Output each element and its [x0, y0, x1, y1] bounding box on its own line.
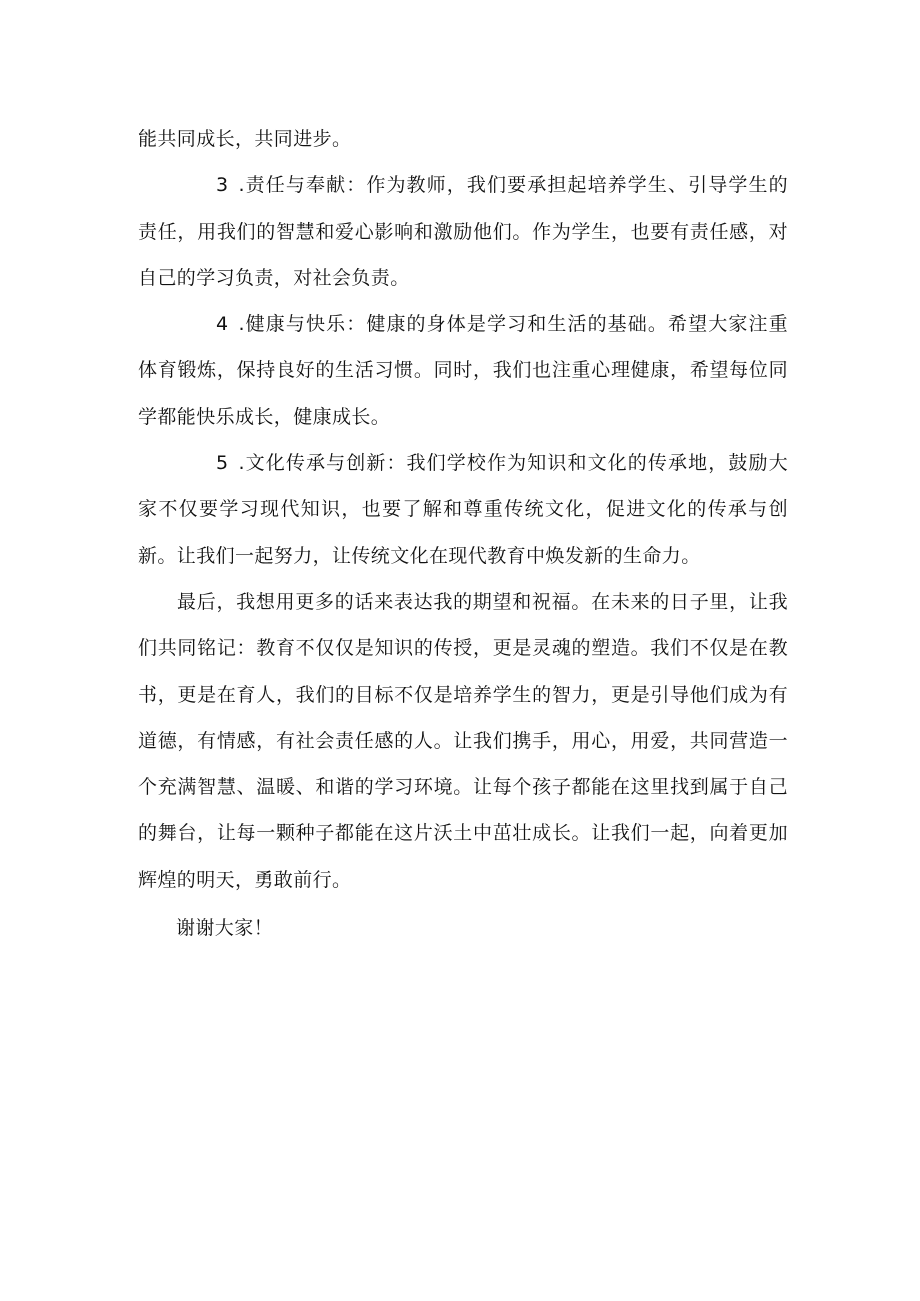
closing-paragraph: 谢谢大家！ [176, 917, 274, 940]
item-4-text: .健康与快乐：健康的身体是学习和生活的基础。希望大家注重体育锻炼，保持良好的生活习惯。同时，我们也注重心理健康，希望每位同学都能快乐成长，健康成长。 [138, 313, 788, 428]
item-5-text: .文化传承与创新：我们学校作为知识和文化的传承地，鼓励大家不仅要学习现代知识，也要了解和尊重传统文化，促进文化的传承与创新。让我们一起努力，让传统文化在现代教育中焕发新的生命力。 [138, 452, 788, 567]
document-body [138, 116, 788, 951]
item-4-number: 4 [216, 313, 229, 336]
item-4-paragraph [138, 301, 788, 440]
item-5-paragraph [138, 440, 788, 579]
item-3-text: .责任与奉献：作为教师，我们要承担起培养学生、引导学生的责任，用我们的智慧和爱心影响和激励他们。作为学生，也要有责任感，对自己的学习负责，对社会负责。 [138, 174, 788, 289]
item-5-number: 5 [216, 452, 229, 475]
final-wishes-paragraph: 最后，我想用更多的话来表达我的期望和祝福。在未来的日子里，让我们共同铭记：教育不仅仅是知识的传授，更是灵魂的塑造。我们不仅是在教书，更是在育人，我们的目标不仅是培养学生的智力，更是引导他们成为有道德，有情感，有社会责任感的人。让我们携手，用心，用爱，共同营造一个充满智慧、温暖、和谐的学习环境。让每个孩子都能在这里找到属于自己的舞台，让每一颗种子都能在这片沃土中茁壮成长。让我们一起，向着更加辉煌的明天，勇敢前行。 [138, 590, 788, 891]
continuation-paragraph: 能共同成长，共同进步。 [138, 128, 352, 150]
item-3-paragraph [138, 162, 788, 301]
item-3-number: 3 [216, 174, 229, 197]
